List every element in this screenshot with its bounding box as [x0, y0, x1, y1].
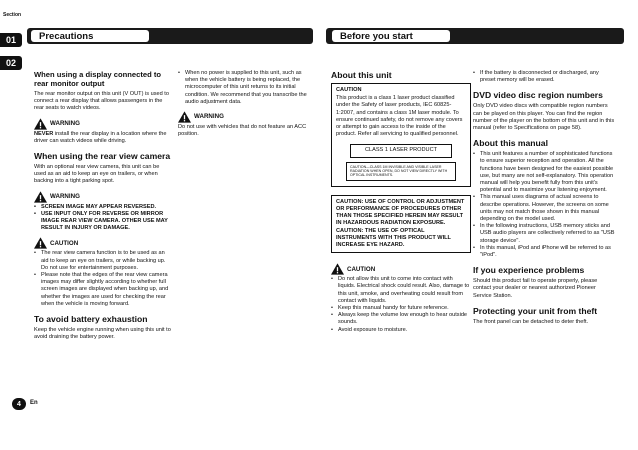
laser-product-label: CLASS 1 LASER PRODUCT — [350, 144, 452, 157]
paragraph-rear-camera: With an optional rear view camera, this unit can be used as an aid to keep an eye on trailers, or when backing into a tight parking spot. — [34, 164, 160, 185]
list-item: • This unit features a number of sophisticated functions to ensure superior reception and operation. All the functions have been designed for the easiest possible use, but many are not self-explanatory. This operation manual will help you benefit fully from this unit's potential and to maximize your listening enjoyment. — [473, 151, 615, 194]
paragraph-dvd: Only DVD video discs with compatible region numbers can be played on this player. You can find the region number of the player on the bottom of this unit and in this manual (refer to Specifications on page 58). — [473, 103, 615, 132]
warning-label: WARNING — [50, 193, 80, 201]
header-bar-right — [326, 28, 624, 44]
heading-problems: If you experience problems — [473, 265, 585, 276]
list-item: • This manual uses diagrams of actual screens to describe operations. However, the screens on some units may not match those shown in this manual depending on the model used. — [473, 194, 615, 223]
heading-theft: Protecting your unit from theft — [473, 305, 598, 316]
paragraph-acc: Do not use with vehicles that do not feature an ACC position. — [178, 124, 307, 138]
list-item: • Keep this manual handy for future reference. — [331, 305, 471, 312]
warning-triangle-icon — [178, 111, 191, 123]
laser-warning-label: CAUTION—CLASS 1M INVISIBLE AND VISIBLE LASER RADIATION WHEN OPEN, DO NOT VIEW DIRECTLY WITH OPTICAL INSTRUMENTS. — [346, 162, 456, 181]
caution-list — [34, 250, 171, 308]
heading-display-rear-monitor: When using a display connected to rear monitor output — [34, 70, 161, 88]
page-language: En — [30, 400, 38, 406]
caution-box-heading: CAUTION — [336, 87, 362, 93]
heading-about-manual: About this manual — [473, 138, 548, 149]
list-item: • SCREEN IMAGE MAY APPEAR REVERSED. — [34, 204, 171, 211]
caution-heading — [34, 237, 171, 249]
list-item: • Please note that the edges of the rear view camera images may differ slightly according to whether full screen images are displayed when backing up, and whether the images are used for checking the rear when the vehicle is moving forward. — [34, 272, 171, 308]
column-2 — [178, 70, 315, 141]
list-item: • If the battery is disconnected or discharged, any preset memory will be erased. — [473, 70, 615, 84]
header-title-precautions: Precautions — [31, 30, 149, 42]
paragraph-never — [34, 131, 171, 145]
list-item: • In this manual, iPod and iPhone will be referred to as "iPod". — [473, 245, 615, 259]
section-tab-02: 02 — [0, 56, 22, 70]
never-emphasis: NEVER — [34, 130, 54, 137]
header-title-before-you-start: Before you start — [332, 30, 450, 42]
caution-list-2 — [331, 276, 471, 334]
never-text: install the rear display in a location where the driver can watch videos while driving. — [34, 130, 167, 144]
list-item: • Avoid exposure to moisture. — [331, 327, 471, 334]
warning-label: WARNING — [194, 113, 224, 121]
caution-label: CAUTION — [347, 265, 376, 273]
heading-dvd-region: DVD video disc region numbers — [473, 90, 603, 101]
warning-heading-3 — [178, 111, 315, 123]
heading-battery: To avoid battery exhaustion — [34, 314, 148, 325]
list-item: • In the following instructions, USB memory sticks and USB audio players are collectively referred to as "USB storage device". — [473, 223, 615, 245]
list-item: • Always keep the volume low enough to hear outside sounds. — [331, 312, 471, 326]
section-label: Section — [3, 12, 22, 18]
paragraph-problems: Should this product fail to operate properly, please contact your dealer or nearest authorized Pioneer Service Station. — [473, 278, 598, 299]
warning-triangle-icon — [34, 118, 47, 130]
column-3 — [331, 70, 471, 337]
caution-box-text: This product is a class 1 laser product classified under the Safety of laser products, IEC 60825-1:2007, and contains a class 1M laser module. To ensure continued safety, do not remove any covers or attempt to gain access to the inside of the product. Refer all servicing to qualified personnel. — [336, 95, 463, 138]
header-bar-left — [27, 28, 313, 44]
warning-list — [34, 204, 171, 233]
column-4 — [473, 70, 615, 329]
warning-triangle-icon — [34, 191, 47, 203]
list-item: • USE INPUT ONLY FOR REVERSE OR MIRROR IMAGE REAR VIEW CAMERA. OTHER USE MAY RESULT IN INJURY OR DAMAGE. — [34, 211, 171, 233]
battery-list — [473, 70, 615, 84]
hazard-caution-text: CAUTION: USE OF CONTROL OR ADJUSTMENT OR PERFORMANCE OF PROCEDURES OTHER THAN THOSE SPECIFIED HEREIN MAY RESULT IN HAZARDOUS RADIATION EXPOSURE. CAUTION: THE USE OF OPTICAL INSTRUMENTS WITH THIS PRODUCT WILL INCREASE EYE HAZARD. — [336, 198, 465, 249]
warning-label: WARNING — [50, 120, 80, 127]
warning-heading-2 — [34, 191, 171, 203]
paragraph-battery: Keep the vehicle engine running when using this unit to avoid draining the battery power. — [34, 327, 171, 341]
caution-triangle-icon — [331, 263, 344, 275]
laser-caution-box — [331, 83, 471, 187]
warning-heading — [34, 118, 171, 130]
list-item: • The rear view camera function is to be used as an aid to keep an eye on trailers, or while backing up. Do not use for entertainment purposes. — [34, 250, 171, 272]
caution-triangle-icon — [34, 237, 47, 249]
caution-label: CAUTION — [50, 239, 79, 247]
paragraph-theft: The front panel can be detached to deter theft. — [473, 318, 589, 325]
page-number: 4 — [12, 398, 26, 410]
caution-heading-2 — [331, 263, 471, 275]
section-tab-01: 01 — [0, 33, 22, 47]
list-item: • When no power is supplied to this unit, such as when the vehicle battery is being replaced, the microcomputer of this unit returns to its initial condition. We recommend that you transcribe the audio adjustment data. — [178, 70, 315, 106]
column-1 — [34, 70, 171, 344]
hazard-caution-box — [331, 195, 471, 253]
power-list — [178, 70, 315, 106]
manual-list — [473, 151, 615, 259]
list-item: • Do not allow this unit to come into contact with liquids. Electrical shock could result. Also, damage to this unit, smoke, and overheating could result from contact with liquids. — [331, 276, 471, 305]
paragraph-display: The rear monitor output on this unit (V OUT) is used to connect a rear display that allows passengers in the rear seats to watch videos. — [34, 91, 169, 112]
heading-rear-view-camera: When using the rear view camera — [34, 151, 171, 162]
heading-about-unit: About this unit — [331, 70, 392, 80]
